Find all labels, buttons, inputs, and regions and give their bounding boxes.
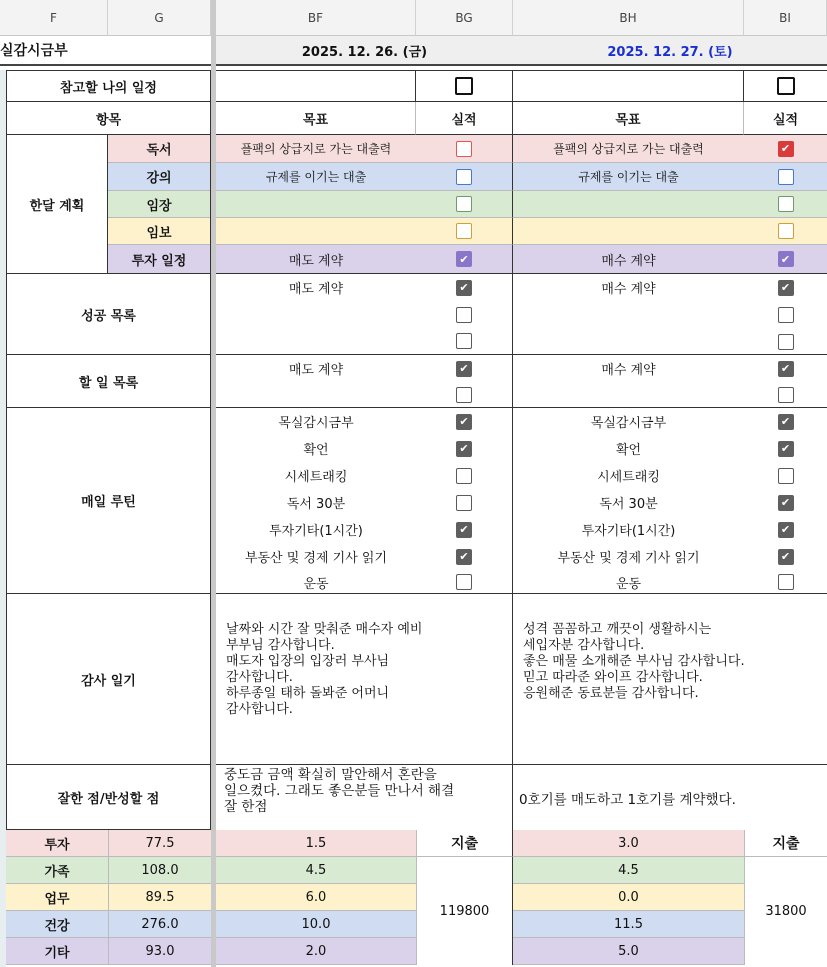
item-header[interactable]: 항목 [6, 102, 211, 135]
day2-routine-item[interactable]: 목실감시금부 [590, 416, 667, 431]
summary-value-health[interactable]: 276.0 [108, 911, 211, 938]
day2-routine-item[interactable]: 확언 [615, 443, 642, 458]
day2-success-checkbox[interactable] [778, 307, 794, 323]
day-divider-lower [512, 594, 513, 830]
day2-score-family[interactable]: 4.5 [513, 857, 744, 884]
day2-ref-checkbox-cell[interactable] [744, 70, 827, 102]
sheet-title[interactable]: 실감시금부 [0, 36, 211, 66]
day1-reading-goal[interactable]: 플팩의 상급지로 가는 대출력 [216, 135, 416, 163]
day1-score-etc[interactable]: 2.0 [216, 938, 416, 965]
day1-routine-checkbox[interactable] [456, 549, 472, 565]
day2-reading-goal[interactable]: 플팩의 상급지로 가는 대출력 [513, 135, 744, 163]
day2-routine-check-cell[interactable] [744, 570, 827, 594]
column-header-bg[interactable]: BG [416, 0, 513, 36]
day1-routine-check-cell[interactable] [416, 570, 513, 594]
day2-imjang-checkbox[interactable] [778, 196, 794, 212]
day2-routine-checkbox[interactable] [778, 574, 794, 590]
day2-imbo-check-cell[interactable] [744, 218, 827, 245]
day1-todo-checkbox[interactable] [456, 387, 472, 403]
day2-success-checkbox[interactable] [778, 280, 794, 296]
day2-score-health[interactable]: 11.5 [513, 911, 744, 938]
day2-routine-checkbox[interactable] [778, 468, 794, 484]
day2-routine-checkbox[interactable] [778, 441, 794, 457]
day2-score-invest[interactable]: 3.0 [513, 830, 744, 857]
day1-success-check-cell[interactable] [416, 328, 513, 355]
day1-success-checkbox[interactable] [456, 307, 472, 323]
summary-label-health[interactable]: 건강 [6, 911, 108, 938]
day1-imbo-checkbox[interactable] [456, 223, 472, 239]
day1-expense-label[interactable]: 지출 [416, 830, 513, 857]
day1-routine-checkbox[interactable] [456, 574, 472, 590]
day1-todo-item[interactable]: 매도 계약 [288, 363, 344, 378]
day1-ref-cell[interactable] [216, 70, 416, 102]
category-imbo[interactable]: 임보 [108, 218, 211, 245]
day1-imjang-goal[interactable] [216, 191, 416, 218]
day2-routine-item[interactable]: 투자기타(1시간) [581, 524, 676, 539]
day2-expense-value[interactable]: 31800 [744, 857, 827, 965]
day2-reading-checkbox[interactable] [778, 141, 794, 157]
day1-score-health[interactable]: 10.0 [216, 911, 416, 938]
review-label[interactable]: 잘한 점/반성할 점 [6, 765, 211, 830]
left-block-border [210, 70, 211, 830]
column-header-bf[interactable]: BF [216, 0, 416, 36]
day1-routine-checkbox[interactable] [456, 495, 472, 511]
day2-todo-checkbox[interactable] [778, 361, 794, 377]
summary-label-family[interactable]: 가족 [6, 857, 108, 884]
gratitude-label[interactable]: 감사 일기 [6, 594, 211, 765]
day2-success-checkbox[interactable] [778, 334, 794, 350]
day1-gratitude[interactable]: 날짜와 시간 잘 맞춰준 매수자 예비 부부님 감사합니다. 매도자 입장의 입장러 부사님 감사합니다. 하루종일 태하 돌봐준 어머니 감사합니다. [216, 594, 513, 765]
day1-routine-check-cell[interactable] [416, 489, 513, 516]
day2-result-header[interactable]: 실적 [744, 102, 827, 135]
ref-schedule-label[interactable]: 참고할 나의 일정 [6, 70, 211, 102]
day2-imjang-goal[interactable] [513, 191, 744, 218]
day1-routine-check-cell[interactable] [416, 543, 513, 570]
day2-routine-check-cell[interactable] [744, 489, 827, 516]
summary-label-work[interactable]: 업무 [6, 884, 108, 911]
summary-value-invest[interactable]: 77.5 [108, 830, 211, 857]
day1-routine-checkbox[interactable] [456, 468, 472, 484]
day2-goal-header[interactable]: 목표 [513, 102, 744, 135]
day1-success-check-cell[interactable] [416, 301, 513, 328]
day1-routine-item[interactable]: 시세트래킹 [284, 470, 348, 485]
day1-lecture-checkbox[interactable] [456, 169, 472, 185]
day1-routine-checkbox[interactable] [456, 522, 472, 538]
day2-routine-item[interactable]: 운동 [615, 576, 642, 592]
category-invest-schedule[interactable]: 투자 일정 [108, 245, 211, 274]
day2-routine-item[interactable]: 시세트래킹 [597, 470, 660, 485]
day1-ref-checkbox[interactable] [455, 77, 473, 95]
day2-success-item[interactable]: 매수 계약 [601, 282, 656, 297]
day1-routine-check-cell[interactable] [416, 462, 513, 489]
day1-score-work[interactable]: 6.0 [216, 884, 416, 911]
day1-routine-checkbox[interactable] [456, 414, 472, 430]
day1-routine-check-cell[interactable] [416, 516, 513, 543]
day2-todo-checkbox[interactable] [778, 387, 794, 403]
day1-imbo-goal[interactable] [216, 218, 416, 245]
day1-success-checkbox[interactable] [456, 333, 472, 349]
day2-routine-check-cell[interactable] [744, 408, 827, 435]
day2-lecture-checkbox[interactable] [778, 169, 794, 185]
day2-routine-check-cell[interactable] [744, 435, 827, 462]
day1-routine-checkbox[interactable] [456, 441, 472, 457]
column-header-g[interactable]: G [108, 0, 211, 36]
day2-imbo-goal[interactable] [513, 218, 744, 245]
day1-reading-check-cell[interactable] [416, 135, 513, 163]
day2-expense-label[interactable]: 지출 [744, 830, 827, 857]
day1-ref-checkbox-cell[interactable] [416, 70, 513, 102]
column-header-bi[interactable]: BI [744, 0, 827, 36]
date-day1[interactable]: 2025. 12. 26. (금) [216, 36, 513, 66]
column-header-bh[interactable]: BH [513, 0, 744, 36]
day1-expense-value[interactable]: 119800 [416, 857, 513, 965]
summary-value-family[interactable]: 108.0 [108, 857, 211, 884]
day2-success-check-cell[interactable] [744, 274, 827, 301]
day2-routine-item[interactable]: 부동산 및 경제 기사 읽기 [557, 551, 700, 566]
category-reading[interactable]: 독서 [108, 135, 211, 163]
day1-routine-item[interactable]: 확언 [303, 443, 329, 458]
day2-routine-check-cell[interactable] [744, 516, 827, 543]
day1-imjang-check-cell[interactable] [416, 191, 513, 218]
day2-todo-item[interactable]: 매수 계약 [601, 363, 656, 378]
day1-score-invest[interactable]: 1.5 [216, 830, 416, 857]
day1-invest-checkbox[interactable] [456, 251, 472, 267]
summary-value-etc[interactable]: 93.0 [108, 938, 211, 965]
day1-imjang-checkbox[interactable] [456, 196, 472, 212]
summary-label-invest[interactable]: 투자 [6, 830, 108, 857]
day2-invest-check-cell[interactable] [744, 245, 827, 274]
summary-label-etc[interactable]: 기타 [6, 938, 108, 965]
todo-list-label[interactable]: 할 일 목록 [6, 355, 211, 408]
day2-review[interactable]: 0호기를 매도하고 1호기를 계약했다. [519, 791, 736, 808]
monthly-plan-label[interactable]: 한달 계획 [6, 135, 108, 274]
day2-lecture-check-cell[interactable] [744, 163, 827, 191]
day2-gratitude[interactable]: 성격 꼼꼼하고 깨끗이 생활하시는 세입자분 감사합니다. 좋은 매물 소개해준 부사님 감사합니다. 믿고 따라준 와이프 감사합니다. 응원해준 동료분들 감사합니다. [513, 594, 827, 765]
day1-goal-header[interactable]: 목표 [216, 102, 416, 135]
day1-lecture-goal[interactable]: 규제를 이기는 대출 [216, 163, 416, 191]
day2-routine-item[interactable]: 독서 30분 [599, 497, 658, 512]
day2-reading-check-cell[interactable] [744, 135, 827, 163]
day1-lecture-check-cell[interactable] [416, 163, 513, 191]
day1-success-item[interactable]: 매도 계약 [288, 282, 344, 297]
day2-score-work[interactable]: 0.0 [513, 884, 744, 911]
day2-invest-goal[interactable]: 매수 계약 [513, 245, 744, 274]
day1-invest-goal[interactable]: 매도 계약 [216, 245, 416, 274]
day1-routine-check-cell[interactable] [416, 408, 513, 435]
day2-lecture-goal[interactable]: 규제를 이기는 대출 [513, 163, 744, 191]
day2-routine-checkbox[interactable] [778, 414, 794, 430]
date-day2[interactable]: 2025. 12. 27. (토) [513, 36, 827, 66]
success-list-label[interactable]: 성공 목록 [6, 274, 211, 355]
day1-routine-item[interactable]: 운동 [303, 576, 329, 592]
day2-success-check-cell[interactable] [744, 328, 827, 355]
day1-reading-checkbox[interactable] [456, 141, 472, 157]
day1-routine-check-cell[interactable] [416, 435, 513, 462]
day2-ref-checkbox[interactable] [777, 77, 795, 95]
category-lecture[interactable]: 강의 [108, 163, 211, 191]
day1-routine-item[interactable]: 투자기타(1시간) [269, 524, 363, 539]
day2-ref-cell[interactable] [513, 70, 744, 102]
day1-success-check-cell[interactable] [416, 274, 513, 301]
day1-routine-item[interactable]: 독서 30분 [286, 497, 346, 512]
day1-score-family[interactable]: 4.5 [216, 857, 416, 884]
day1-invest-check-cell[interactable] [416, 245, 513, 274]
day1-success-checkbox[interactable] [456, 280, 472, 296]
day2-routine-checkbox[interactable] [778, 495, 794, 511]
day2-success-check-cell[interactable] [744, 301, 827, 328]
day2-routine-checkbox[interactable] [778, 549, 794, 565]
day1-todo-check-cell[interactable] [416, 355, 513, 382]
day2-routine-check-cell[interactable] [744, 462, 827, 489]
category-imjang[interactable]: 임장 [108, 191, 211, 218]
summary-value-work[interactable]: 89.5 [108, 884, 211, 911]
day1-routine-item[interactable]: 목실감시금부 [278, 416, 354, 431]
day2-routine-checkbox[interactable] [778, 522, 794, 538]
day1-result-header[interactable]: 실적 [416, 102, 513, 135]
day2-todo-check-cell[interactable] [744, 355, 827, 382]
day2-imjang-check-cell[interactable] [744, 191, 827, 218]
day2-imbo-checkbox[interactable] [778, 223, 794, 239]
day2-score-etc[interactable]: 5.0 [513, 938, 744, 965]
day1-imbo-check-cell[interactable] [416, 218, 513, 245]
day1-todo-check-cell[interactable] [416, 382, 513, 408]
day2-invest-checkbox[interactable] [778, 251, 794, 267]
day1-routine-item[interactable]: 부동산 및 경제 기사 읽기 [244, 551, 388, 566]
day2-routine-check-cell[interactable] [744, 543, 827, 570]
day1-todo-checkbox[interactable] [456, 361, 472, 377]
daily-routine-label[interactable]: 매일 루틴 [6, 408, 211, 594]
day2-todo-check-cell[interactable] [744, 382, 827, 408]
day1-review[interactable]: 중도금 금액 확실히 말안해서 혼란을 일으켰다. 그래도 좋은분들 만나서 해결 잘 한점 [216, 765, 513, 830]
column-header-f[interactable]: F [0, 0, 108, 36]
